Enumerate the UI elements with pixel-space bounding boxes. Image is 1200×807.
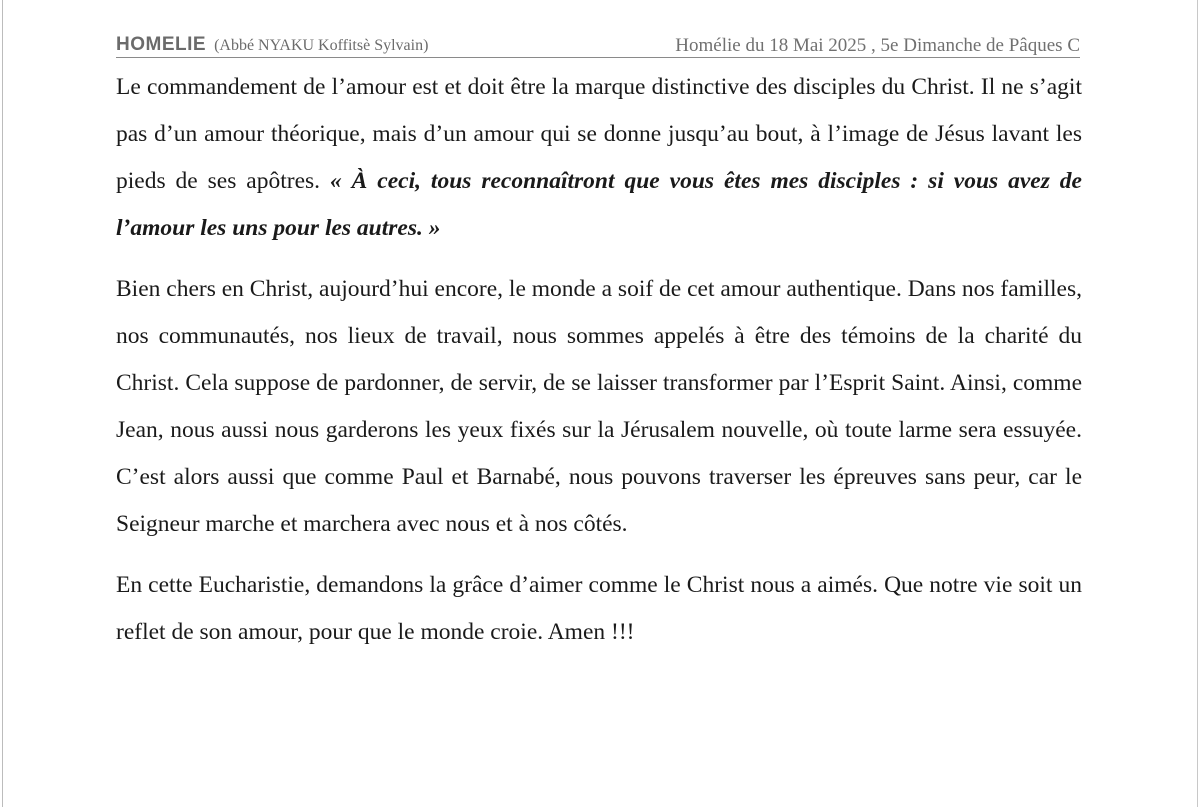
document-body	[116, 64, 1082, 670]
scripture-quote: « À ceci, tous reconnaîtront que vous êtes mes disciples : si vous avez de l’amour les uns pour les autres. »	[116, 168, 1082, 241]
paragraph-2	[116, 266, 1082, 548]
header-left	[116, 34, 428, 56]
header-title: HOMELIE	[116, 34, 207, 55]
page-right-edge	[1197, 0, 1198, 807]
page-header	[116, 31, 1080, 58]
paragraph-3-text: En cette Eucharistie, demandons la grâce d’aimer comme le Christ nous a aimés. Que notre vie soit un reflet de son amour, pour que le monde croie. Amen !!!	[116, 572, 1082, 645]
paragraph-1-text: Le commandement de l’amour est et doit être la marque distinctive des disciples du Christ. Il ne s’agit pas d’un amour théorique, mais d’un amour qui se donne jusqu’au bout, à l’image de Jésus lavant les pieds de ses apôtres.	[116, 74, 1082, 194]
paragraph-3	[116, 562, 1082, 656]
header-author: (Abbé NYAKU Koffitsè Sylvain)	[214, 37, 429, 54]
header-date-info: Homélie du 18 Mai 2025 , 5e Dimanche de Pâques C	[675, 35, 1080, 56]
page-left-edge	[2, 0, 3, 807]
paragraph-1	[116, 64, 1082, 252]
paragraph-2-text: Bien chers en Christ, aujourd’hui encore, le monde a soif de cet amour authentique. Dans nos familles, nos communautés, nos lieux de travail, nous sommes appelés à être des témoins de la charité du Christ. Cela suppose de pardonner, de servir, de se laisser transformer par l’Esprit Saint. Ainsi, comme Jean, nous aussi nous garderons les yeux fixés sur la Jérusalem nouvelle, où toute larme sera essuyée. C’est alors aussi que comme Paul et Barnabé, nous pouvons traverser les épreuves sans peur, car le Seigneur marche et marchera avec nous et à nos côtés.	[116, 276, 1082, 537]
